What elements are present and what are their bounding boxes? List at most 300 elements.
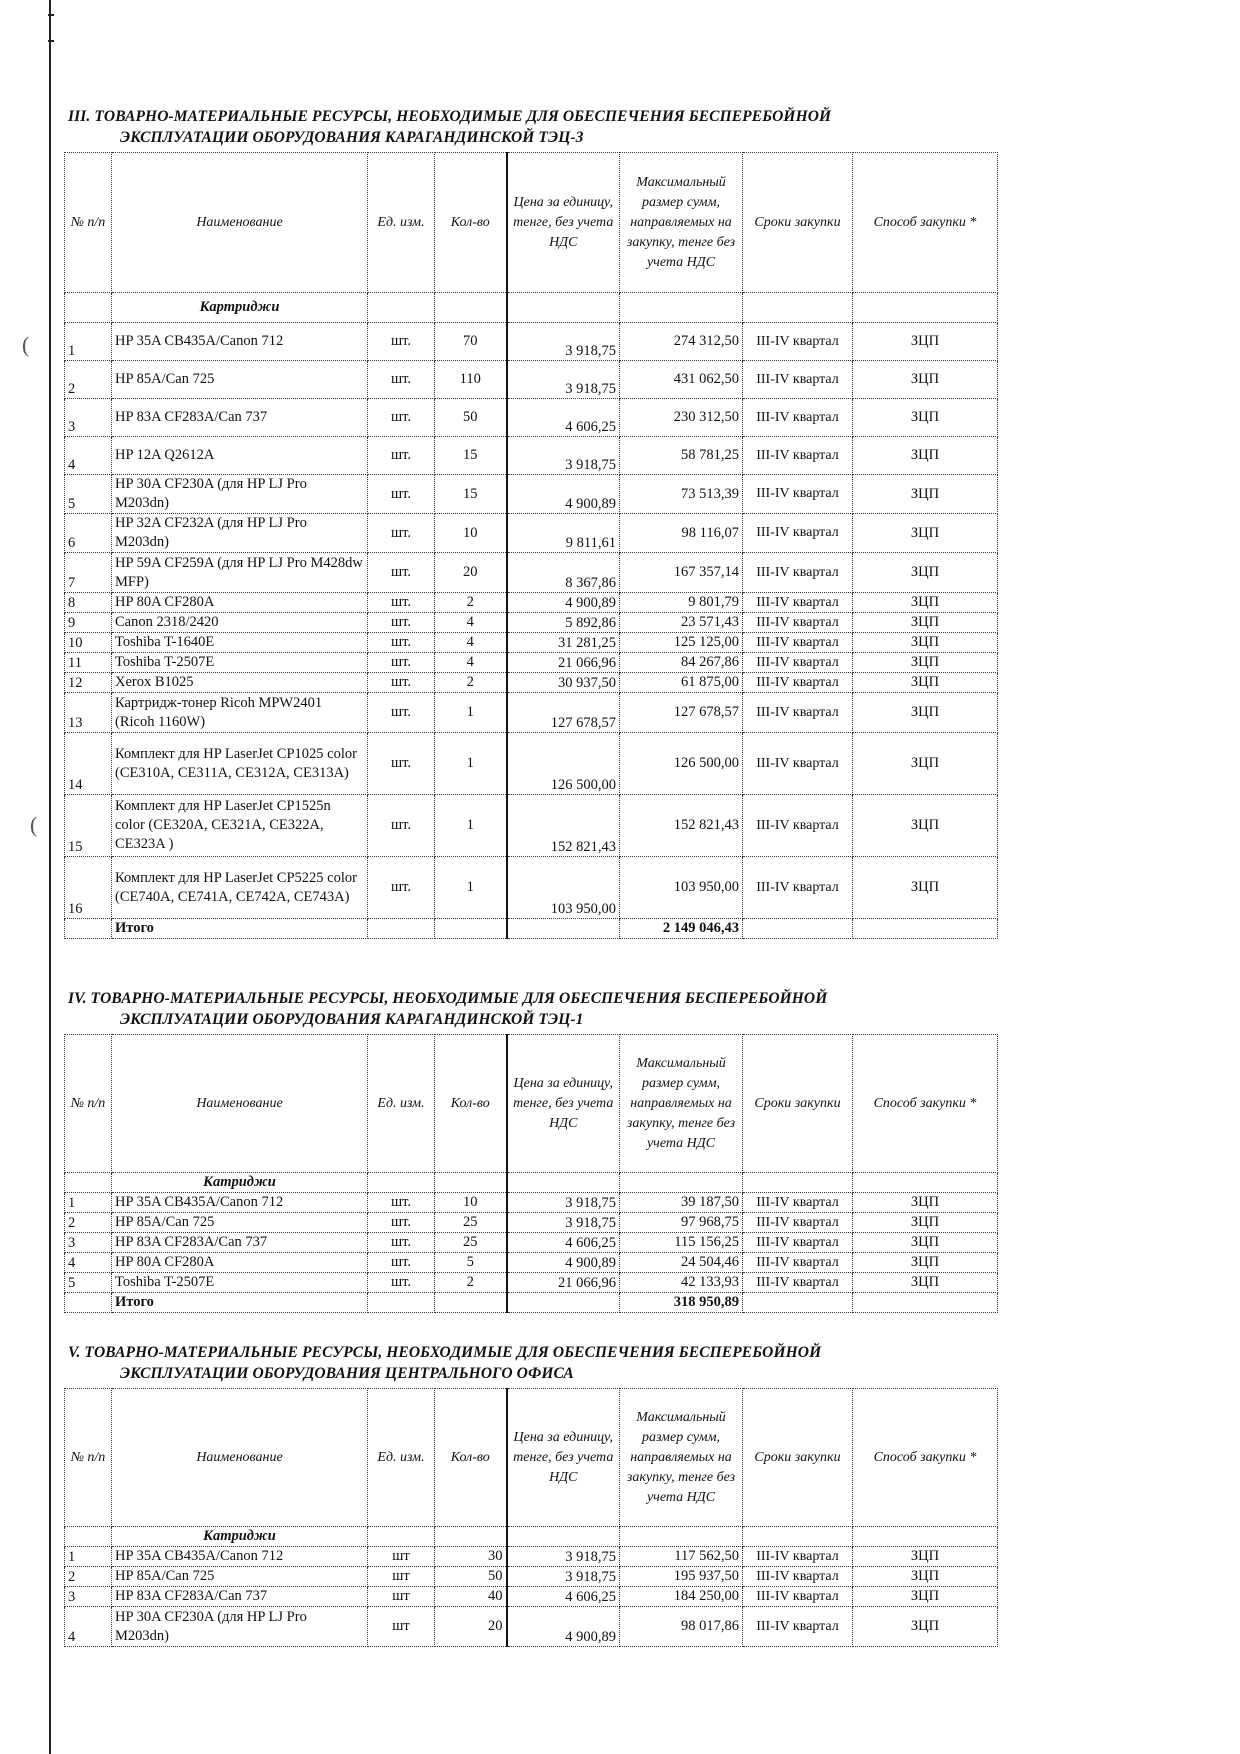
item-procurement-term: III-IV квартал (743, 1213, 853, 1233)
item-procurement-term: III-IV квартал (743, 1193, 853, 1213)
item-unit: шт. (368, 1213, 435, 1233)
cell-empty (368, 1527, 435, 1547)
item-unit: шт. (368, 673, 435, 693)
item-procurement-term: III-IV квартал (743, 653, 853, 673)
item-procurement-term: III-IV квартал (743, 361, 853, 399)
row-number: 5 (65, 1273, 112, 1293)
item-name: Xerox B1025 (112, 673, 368, 693)
total-label: Итого (112, 919, 368, 939)
cell-empty (620, 1527, 743, 1547)
row-number: 4 (65, 1253, 112, 1273)
col-header-qty: Кол-во (435, 1389, 507, 1527)
table-row (65, 653, 998, 673)
item-unit: шт. (368, 795, 435, 857)
cell-empty (65, 919, 112, 939)
col-header-price: Цена за единицу, тенге, без учета НДС (507, 1035, 620, 1173)
item-name: Toshiba T-2507E (112, 1273, 368, 1293)
item-unit: шт. (368, 437, 435, 475)
item-procurement-method: ЗЦП (853, 399, 998, 437)
item-unit-price: 8 367,86 (507, 553, 620, 593)
section-title-line1: V. ТОВАРНО-МАТЕРИАЛЬНЫЕ РЕСУРСЫ, НЕОБХОДИМЫЕ ДЛЯ ОБЕСПЕЧЕНИЯ БЕСПЕРЕБОЙНОЙ (68, 1344, 822, 1361)
cell-empty (853, 1173, 998, 1193)
col-header-name: Наименование (112, 153, 368, 293)
row-number: 3 (65, 399, 112, 437)
item-name: Canon 2318/2420 (112, 613, 368, 633)
item-name: HP 35A CB435A/Canon 712 (112, 1547, 368, 1567)
item-max-amount: 127 678,57 (620, 693, 743, 733)
item-max-amount: 126 500,00 (620, 733, 743, 795)
item-procurement-method: ЗЦП (853, 361, 998, 399)
item-quantity: 2 (435, 593, 507, 613)
cell-empty (435, 919, 507, 939)
table-row (65, 361, 998, 399)
item-name: HP 80A CF280A (112, 1253, 368, 1273)
item-name: Комплект для HP LaserJet CP1025 color (CE310A, CE311A, CE312A, CE313A) (112, 733, 368, 795)
col-header-name: Наименование (112, 1035, 368, 1173)
section-4-title (68, 988, 827, 1030)
col-header-term: Сроки закупки (743, 1035, 853, 1173)
section-5-table (64, 1388, 998, 1647)
item-procurement-term: III-IV квартал (743, 693, 853, 733)
col-header-price: Цена за единицу, тенге, без учета НДС (507, 153, 620, 293)
row-number: 1 (65, 1193, 112, 1213)
row-number: 15 (65, 795, 112, 857)
row-number: 14 (65, 733, 112, 795)
table-header-row (65, 1035, 998, 1173)
item-procurement-term: III-IV квартал (743, 399, 853, 437)
item-procurement-term: III-IV квартал (743, 1607, 853, 1647)
cell-empty (368, 1293, 435, 1313)
item-procurement-method: ЗЦП (853, 1567, 998, 1587)
item-unit: шт. (368, 653, 435, 673)
table-row (65, 475, 998, 514)
table-row (65, 693, 998, 733)
item-unit-price: 4 606,25 (507, 399, 620, 437)
item-unit-price: 3 918,75 (507, 1547, 620, 1567)
total-row (65, 919, 998, 939)
row-number: 5 (65, 475, 112, 514)
item-procurement-method: ЗЦП (853, 1607, 998, 1647)
cell-empty (507, 919, 620, 939)
cell-empty (65, 1173, 112, 1193)
item-max-amount: 103 950,00 (620, 857, 743, 919)
item-procurement-method: ЗЦП (853, 1547, 998, 1567)
section-3-table (64, 152, 998, 939)
col-header-qty: Кол-во (435, 1035, 507, 1173)
item-unit: шт. (368, 1273, 435, 1293)
item-max-amount: 97 968,75 (620, 1213, 743, 1233)
item-procurement-method: ЗЦП (853, 437, 998, 475)
item-max-amount: 431 062,50 (620, 361, 743, 399)
category-label: Катриджи (112, 1173, 368, 1193)
item-unit-price: 4 900,89 (507, 1253, 620, 1273)
item-procurement-term: III-IV квартал (743, 553, 853, 593)
item-name: HP 12A Q2612A (112, 437, 368, 475)
item-procurement-term: III-IV квартал (743, 613, 853, 633)
table-row (65, 733, 998, 795)
table-row (65, 1233, 998, 1253)
section-3-title (68, 106, 831, 148)
item-max-amount: 98 017,86 (620, 1607, 743, 1647)
table-row (65, 1547, 998, 1567)
item-unit: шт (368, 1567, 435, 1587)
table-row (65, 1567, 998, 1587)
item-procurement-method: ЗЦП (853, 673, 998, 693)
item-max-amount: 9 801,79 (620, 593, 743, 613)
item-procurement-term: III-IV квартал (743, 633, 853, 653)
table-row (65, 795, 998, 857)
cell-empty (743, 1527, 853, 1547)
item-unit-price: 4 606,25 (507, 1233, 620, 1253)
item-max-amount: 84 267,86 (620, 653, 743, 673)
cell-empty (507, 293, 620, 323)
item-quantity: 25 (435, 1213, 507, 1233)
item-unit-price: 3 918,75 (507, 323, 620, 361)
item-procurement-method: ЗЦП (853, 1233, 998, 1253)
item-max-amount: 117 562,50 (620, 1547, 743, 1567)
item-max-amount: 184 250,00 (620, 1587, 743, 1607)
item-procurement-method: ЗЦП (853, 653, 998, 673)
col-header-term: Сроки закупки (743, 153, 853, 293)
table-row (65, 1607, 998, 1647)
table-row (65, 437, 998, 475)
row-number: 2 (65, 1213, 112, 1233)
col-header-method: Способ закупки * (853, 153, 998, 293)
item-unit: шт (368, 1547, 435, 1567)
table-row (65, 514, 998, 553)
item-name: Toshiba T-2507E (112, 653, 368, 673)
category-label: Картриджи (112, 293, 368, 323)
table-row (65, 633, 998, 653)
item-quantity: 1 (435, 733, 507, 795)
item-name: HP 30A CF230A (для HP LJ Pro M203dn) (112, 475, 368, 514)
item-quantity: 1 (435, 693, 507, 733)
cell-empty (853, 1293, 998, 1313)
item-procurement-term: III-IV квартал (743, 795, 853, 857)
item-unit-price: 4 900,89 (507, 1607, 620, 1647)
col-header-method: Способ закупки * (853, 1389, 998, 1527)
item-procurement-method: ЗЦП (853, 795, 998, 857)
item-quantity: 20 (435, 553, 507, 593)
item-quantity: 20 (435, 1607, 507, 1647)
cell-empty (743, 1293, 853, 1313)
cell-empty (435, 1527, 507, 1547)
item-unit-price: 31 281,25 (507, 633, 620, 653)
item-name: HP 35A CB435A/Canon 712 (112, 1193, 368, 1213)
col-header-unit: Ед. изм. (368, 153, 435, 293)
section-5-title (68, 1342, 821, 1384)
item-unit: шт. (368, 1193, 435, 1213)
item-procurement-term: III-IV квартал (743, 323, 853, 361)
item-unit-price: 21 066,96 (507, 1273, 620, 1293)
cell-empty (65, 1527, 112, 1547)
item-max-amount: 274 312,50 (620, 323, 743, 361)
col-header-qty: Кол-во (435, 153, 507, 293)
item-quantity: 10 (435, 1193, 507, 1213)
cell-empty (743, 1173, 853, 1193)
item-quantity: 4 (435, 653, 507, 673)
item-name: HP 80A CF280A (112, 593, 368, 613)
item-procurement-term: III-IV квартал (743, 1253, 853, 1273)
scan-artifact: ( (30, 812, 38, 837)
item-unit: шт (368, 1607, 435, 1647)
item-procurement-term: III-IV квартал (743, 857, 853, 919)
item-procurement-term: III-IV квартал (743, 514, 853, 553)
item-procurement-method: ЗЦП (853, 693, 998, 733)
section-title-line2: ЭКСПЛУАТАЦИИ ОБОРУДОВАНИЯ КАРАГАНДИНСКОЙ ТЭЦ-3 (120, 129, 584, 146)
item-name: HP 35A CB435A/Canon 712 (112, 323, 368, 361)
item-max-amount: 24 504,46 (620, 1253, 743, 1273)
item-unit: шт (368, 1587, 435, 1607)
cell-empty (743, 293, 853, 323)
row-number: 8 (65, 593, 112, 613)
category-row (65, 293, 998, 323)
item-procurement-method: ЗЦП (853, 553, 998, 593)
item-name: HP 85A/Can 725 (112, 361, 368, 399)
col-header-method: Способ закупки * (853, 1035, 998, 1173)
item-unit-price: 4 606,25 (507, 1587, 620, 1607)
item-procurement-method: ЗЦП (853, 1587, 998, 1607)
col-header-num: № п/п (65, 1389, 112, 1527)
item-quantity: 2 (435, 673, 507, 693)
row-number: 2 (65, 1567, 112, 1587)
col-header-price: Цена за единицу, тенге, без учета НДС (507, 1389, 620, 1527)
item-procurement-method: ЗЦП (853, 857, 998, 919)
item-quantity: 25 (435, 1233, 507, 1253)
item-quantity: 15 (435, 475, 507, 514)
table-row (65, 857, 998, 919)
item-name: HP 85A/Can 725 (112, 1213, 368, 1233)
cell-empty (435, 1173, 507, 1193)
item-name: HP 85A/Can 725 (112, 1567, 368, 1587)
category-row (65, 1173, 998, 1193)
total-label: Итого (112, 1293, 368, 1313)
item-quantity: 10 (435, 514, 507, 553)
row-number: 3 (65, 1233, 112, 1253)
section-title-line2: ЭКСПЛУАТАЦИИ ОБОРУДОВАНИЯ ЦЕНТРАЛЬНОГО ОФИСА (120, 1365, 574, 1382)
binding-margin-line (49, 0, 51, 1754)
item-quantity: 50 (435, 1567, 507, 1587)
row-number: 9 (65, 613, 112, 633)
item-quantity: 4 (435, 613, 507, 633)
cell-empty (65, 1293, 112, 1313)
cell-empty (507, 1293, 620, 1313)
item-unit-price: 4 900,89 (507, 475, 620, 514)
row-number: 6 (65, 514, 112, 553)
item-name: Комплект для HP LaserJet CP5225 color (CE740A, CE741A, CE742A, CE743A) (112, 857, 368, 919)
total-value: 2 149 046,43 (620, 919, 743, 939)
item-unit: шт. (368, 633, 435, 653)
col-header-term: Сроки закупки (743, 1389, 853, 1527)
row-number: 13 (65, 693, 112, 733)
cell-empty (620, 293, 743, 323)
item-max-amount: 73 513,39 (620, 475, 743, 514)
cell-empty (507, 1173, 620, 1193)
item-procurement-term: III-IV квартал (743, 733, 853, 795)
table-row (65, 673, 998, 693)
table-row (65, 593, 998, 613)
item-procurement-method: ЗЦП (853, 475, 998, 514)
item-unit-price: 152 821,43 (507, 795, 620, 857)
item-name: Toshiba T-1640E (112, 633, 368, 653)
item-unit-price: 127 678,57 (507, 693, 620, 733)
item-max-amount: 58 781,25 (620, 437, 743, 475)
item-quantity: 110 (435, 361, 507, 399)
item-unit: шт. (368, 475, 435, 514)
item-quantity: 1 (435, 857, 507, 919)
row-number: 4 (65, 437, 112, 475)
col-header-unit: Ед. изм. (368, 1389, 435, 1527)
item-max-amount: 230 312,50 (620, 399, 743, 437)
table-header-row (65, 1389, 998, 1527)
item-quantity: 15 (435, 437, 507, 475)
item-procurement-method: ЗЦП (853, 323, 998, 361)
row-number: 4 (65, 1607, 112, 1647)
row-number: 2 (65, 361, 112, 399)
cell-empty (368, 293, 435, 323)
item-procurement-term: III-IV квартал (743, 1273, 853, 1293)
scan-artifact: ( (22, 332, 30, 357)
cell-empty (853, 919, 998, 939)
table-row (65, 553, 998, 593)
item-unit-price: 21 066,96 (507, 653, 620, 673)
item-quantity: 4 (435, 633, 507, 653)
cell-empty (507, 1527, 620, 1547)
item-procurement-term: III-IV квартал (743, 673, 853, 693)
category-row (65, 1527, 998, 1547)
item-unit-price: 3 918,75 (507, 1193, 620, 1213)
item-unit: шт. (368, 553, 435, 593)
item-procurement-term: III-IV квартал (743, 593, 853, 613)
item-unit-price: 4 900,89 (507, 593, 620, 613)
item-quantity: 70 (435, 323, 507, 361)
item-name: HP 59A CF259A (для HP LJ Pro M428dw MFP) (112, 553, 368, 593)
item-unit-price: 3 918,75 (507, 1567, 620, 1587)
cell-empty (368, 919, 435, 939)
item-procurement-term: III-IV квартал (743, 1567, 853, 1587)
item-unit-price: 103 950,00 (507, 857, 620, 919)
item-max-amount: 23 571,43 (620, 613, 743, 633)
item-unit: шт. (368, 399, 435, 437)
col-header-max: Максимальный размер сумм, направляемых на закупку, тенге без учета НДС (620, 1035, 743, 1173)
item-unit: шт. (368, 323, 435, 361)
col-header-num: № п/п (65, 153, 112, 293)
item-quantity: 1 (435, 795, 507, 857)
col-header-unit: Ед. изм. (368, 1035, 435, 1173)
item-name: HP 30A CF230A (для HP LJ Pro M203dn) (112, 1607, 368, 1647)
item-max-amount: 167 357,14 (620, 553, 743, 593)
cell-empty (620, 1173, 743, 1193)
row-number: 12 (65, 673, 112, 693)
cell-empty (743, 919, 853, 939)
item-unit-price: 9 811,61 (507, 514, 620, 553)
item-max-amount: 195 937,50 (620, 1567, 743, 1587)
item-procurement-term: III-IV квартал (743, 437, 853, 475)
item-max-amount: 152 821,43 (620, 795, 743, 857)
item-quantity: 2 (435, 1273, 507, 1293)
item-max-amount: 42 133,93 (620, 1273, 743, 1293)
item-unit: шт. (368, 593, 435, 613)
item-unit: шт. (368, 693, 435, 733)
item-unit-price: 3 918,75 (507, 1213, 620, 1233)
item-quantity: 40 (435, 1587, 507, 1607)
row-number: 11 (65, 653, 112, 673)
item-procurement-method: ЗЦП (853, 733, 998, 795)
item-unit: шт. (368, 857, 435, 919)
section-title-line1: III. ТОВАРНО-МАТЕРИАЛЬНЫЕ РЕСУРСЫ, НЕОБХОДИМЫЕ ДЛЯ ОБЕСПЕЧЕНИЯ БЕСПЕРЕБОЙНОЙ (68, 108, 832, 125)
section-title-line1: IV. ТОВАРНО-МАТЕРИАЛЬНЫЕ РЕСУРСЫ, НЕОБХОДИМЫЕ ДЛЯ ОБЕСПЕЧЕНИЯ БЕСПЕРЕБОЙНОЙ (68, 990, 828, 1007)
row-number: 16 (65, 857, 112, 919)
item-procurement-term: III-IV квартал (743, 1547, 853, 1567)
table-row (65, 1273, 998, 1293)
item-procurement-method: ЗЦП (853, 1193, 998, 1213)
item-procurement-method: ЗЦП (853, 633, 998, 653)
item-max-amount: 98 116,07 (620, 514, 743, 553)
item-max-amount: 61 875,00 (620, 673, 743, 693)
item-unit-price: 5 892,86 (507, 613, 620, 633)
item-unit-price: 3 918,75 (507, 361, 620, 399)
total-row (65, 1293, 998, 1313)
col-header-num: № п/п (65, 1035, 112, 1173)
margin-tick (48, 40, 54, 42)
item-procurement-method: ЗЦП (853, 1273, 998, 1293)
table-row (65, 613, 998, 633)
item-max-amount: 125 125,00 (620, 633, 743, 653)
item-quantity: 50 (435, 399, 507, 437)
table-row (65, 1587, 998, 1607)
item-procurement-method: ЗЦП (853, 593, 998, 613)
category-label: Катриджи (112, 1527, 368, 1547)
item-procurement-method: ЗЦП (853, 1213, 998, 1233)
cell-empty (435, 1293, 507, 1313)
col-header-name: Наименование (112, 1389, 368, 1527)
row-number: 1 (65, 1547, 112, 1567)
row-number: 10 (65, 633, 112, 653)
table-row (65, 1213, 998, 1233)
item-procurement-method: ЗЦП (853, 514, 998, 553)
item-unit: шт. (368, 1233, 435, 1253)
item-unit-price: 3 918,75 (507, 437, 620, 475)
item-name: Картридж-тонер Ricoh MPW2401 (Ricoh 1160W) (112, 693, 368, 733)
cell-empty (435, 293, 507, 323)
item-unit: шт. (368, 1253, 435, 1273)
item-max-amount: 39 187,50 (620, 1193, 743, 1213)
item-procurement-method: ЗЦП (853, 1253, 998, 1273)
item-procurement-term: III-IV квартал (743, 1587, 853, 1607)
cell-empty (65, 293, 112, 323)
item-procurement-term: III-IV квартал (743, 475, 853, 514)
table-row (65, 1253, 998, 1273)
item-procurement-method: ЗЦП (853, 613, 998, 633)
item-unit: шт. (368, 613, 435, 633)
item-unit: шт. (368, 361, 435, 399)
item-max-amount: 115 156,25 (620, 1233, 743, 1253)
total-value: 318 950,89 (620, 1293, 743, 1313)
cell-empty (368, 1173, 435, 1193)
cell-empty (853, 1527, 998, 1547)
row-number: 1 (65, 323, 112, 361)
item-name: HP 83A CF283A/Can 737 (112, 1233, 368, 1253)
table-header-row (65, 153, 998, 293)
item-procurement-term: III-IV квартал (743, 1233, 853, 1253)
margin-tick (48, 14, 54, 16)
col-header-max: Максимальный размер сумм, направляемых на закупку, тенге без учета НДС (620, 153, 743, 293)
row-number: 7 (65, 553, 112, 593)
table-row (65, 399, 998, 437)
item-unit-price: 30 937,50 (507, 673, 620, 693)
row-number: 3 (65, 1587, 112, 1607)
item-name: HP 83A CF283A/Can 737 (112, 1587, 368, 1607)
